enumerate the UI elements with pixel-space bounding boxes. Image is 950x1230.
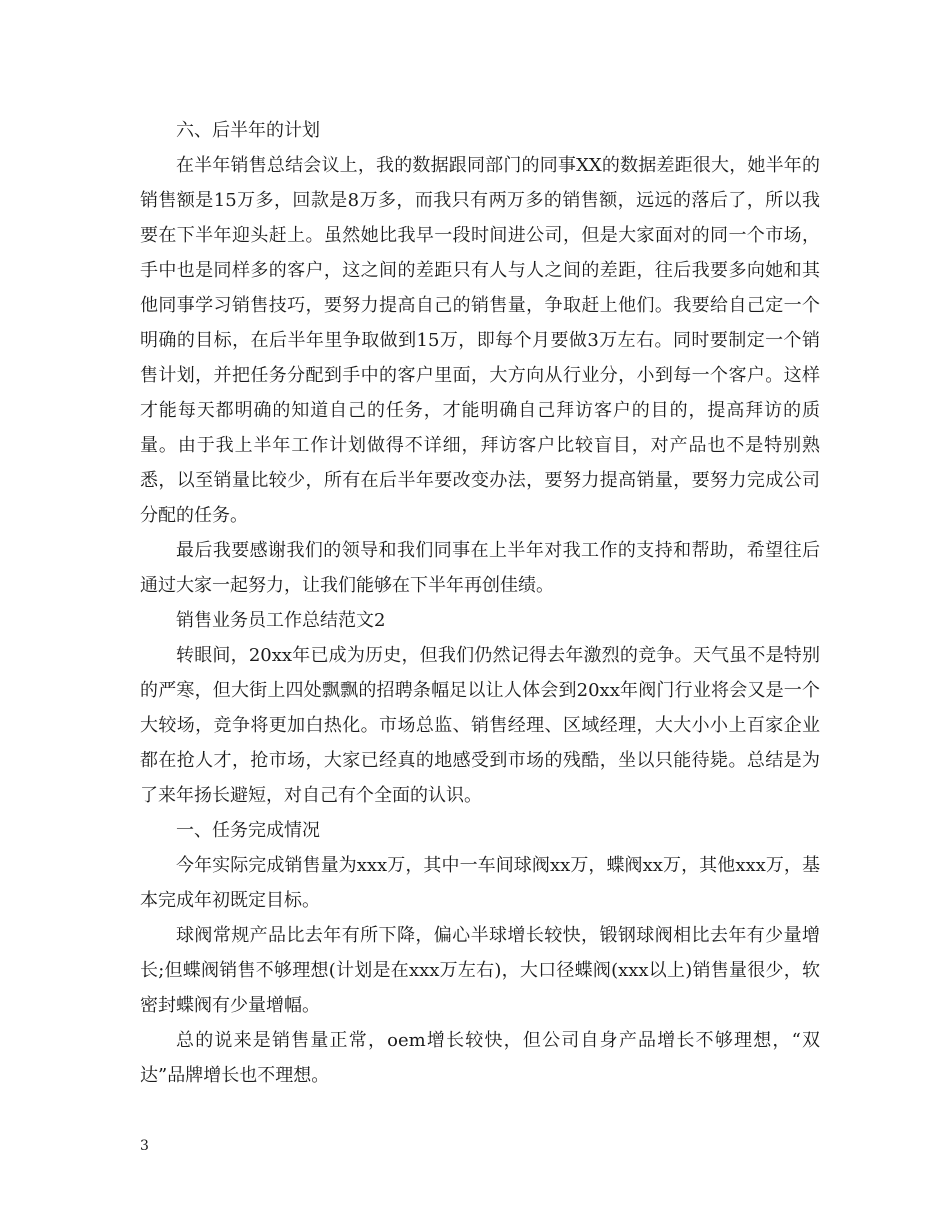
document-body — [140, 113, 820, 1093]
section-heading-plan: 六、后半年的计划 — [176, 120, 320, 141]
paragraph: 最后我要感谢我们的领导和我们同事在上半年对我工作的支持和帮助，希望往后通过大家一起努力，让我们能够在下半年再创佳绩。 — [140, 540, 820, 596]
paragraph: 总的说来是销售量正常，oem增长较快，但公司自身产品增长不够理想，“双达”品牌增长也不理想。 — [140, 1030, 820, 1086]
article-title: 销售业务员工作总结范文2 — [176, 610, 386, 631]
paragraph: 今年实际完成销售量为xxx万，其中一车间球阀xx万，蝶阀xx万，其他xxx万，基本完成年初既定目标。 — [140, 855, 820, 911]
paragraph: 转眼间，20xx年已成为历史，但我们仍然记得去年激烈的竞争。天气虽不是特别的严寒，但大街上四处飘飘的招聘条幅足以让人体会到20xx年阀门行业将会又是一个大较场，竞争将更加白热化。市场总监、销售经理、区域经理，大大小小上百家企业都在抢人才，抢市场，大家已经真的地感受到市场的残酷，坐以只能待毙。总结是为了来年扬长避短，对自己有个全面的认识。 — [140, 645, 820, 806]
paragraph: 球阀常规产品比去年有所下降，偏心半球增长较快，锻钢球阀相比去年有少量增长;但蝶阀销售不够理想(计划是在xxx万左右)，大口径蝶阀(xxx以上)销售量很少，软密封蝶阀有少量增幅。 — [140, 925, 820, 1016]
page-number: 3 — [140, 1138, 149, 1154]
paragraph: 在半年销售总结会议上，我的数据跟同部门的同事XX的数据差距很大，她半年的销售额是15万多，回款是8万多，而我只有两万多的销售额，远远的落后了，所以我要在下半年迎头赶上。虽然她比我早一段时间进公司，但是大家面对的同一个市场，手中也是同样多的客户，这之间的差距只有人与人之间的差距，往后我要多向她和其他同事学习销售技巧，要努力提高自己的销售量，争取赶上他们。我要给自己定一个明确的目标，在后半年里争取做到15万，即每个月要做3万左右。同时要制定一个销售计划，并把任务分配到手中的客户里面，大方向从行业分，小到每一个客户。这样才能每天都明确的知道自己的任务，才能明确自己拜访客户的目的，提高拜访的质量。由于我上半年工作计划做得不详细，拜访客户比较盲目，对产品也不是特别熟悉，以至销量比较少，所有在后半年要改变办法，要努力提高销量，要努力完成公司分配的任务。 — [140, 155, 820, 526]
section-heading-task: 一、任务完成情况 — [176, 820, 320, 841]
